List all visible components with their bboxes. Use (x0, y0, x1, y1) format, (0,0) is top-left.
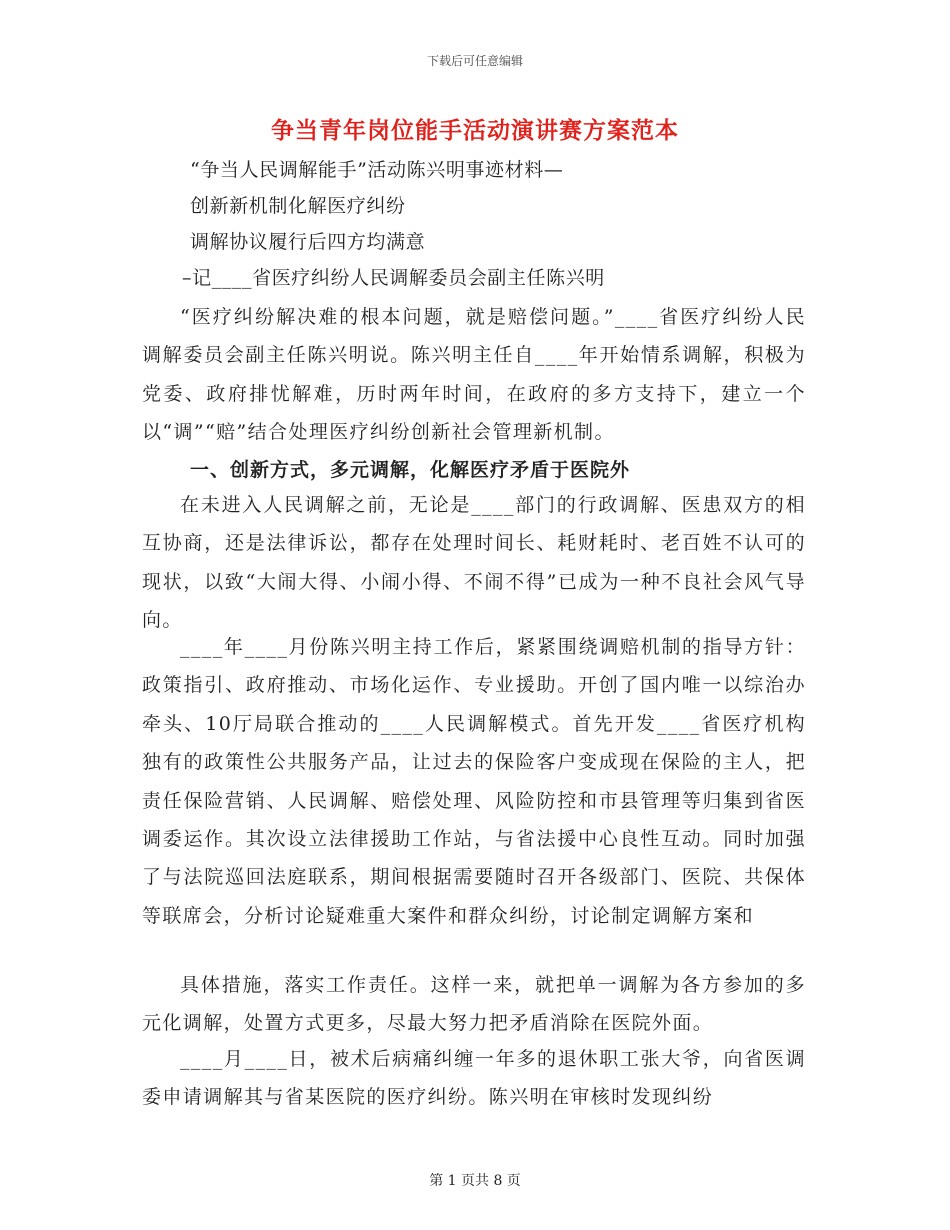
paragraph-3: ____年____月份陈兴明主持工作后，紧紧围绕调赔机制的指导方针：政策指引、政府推动、市场化运作、专业援助。开创了国内唯一以综治办牵头、10厅局联合推动的____人民调解模式。首先开发____省医疗机构独有的政策性公共服务产品，让过去的保险客户变成现在保险的主人，把责任保险营销、人民调解、赔偿处理、风险防控和市县管理等归集到省医调委运作。其次设立法律援助工作站，与省法援中心良性互动。同时加强了与法院巡回法庭联系，期间根据需要随时召开各级部门、医院、共保体等联席会，分析讨论疑难重大案件和群众纠纷，讨论制定调解方案和 (142, 636, 806, 927)
subtitle-line-2: 创新新机制化解医疗纠纷 (190, 195, 406, 217)
paragraph-2: 在未进入人民调解之前，无论是____部门的行政调解、医患双方的相互协商，还是法律诉讼，都存在处理时间长、耗财耗时、老百姓不认可的现状，以致“大闹大得、小闹小得、不闹不得”已成为一种不良社会风气导向。 (142, 494, 806, 632)
page-footer: 第 1 页共 8 页 (429, 1173, 521, 1189)
paragraph-4: 具体措施，落实工作责任。这样一来，就把单一调解为各方参加的多元化调解，处置方式更多，尽最大努力把矛盾消除在医院外面。 (142, 974, 806, 1035)
subtitle-line-3: 调解协议履行后四方均满意 (190, 231, 426, 253)
subtitle-line-1: “争当人民调解能手”活动陈兴明事迹材料— (190, 159, 564, 181)
page-header: 下载后可任意编辑 (426, 54, 523, 68)
subtitle-line-4: –记____省医疗纠纷人民调解委员会副主任陈兴明 (182, 267, 605, 289)
section-heading: 一、创新方式，多元调解，化解医疗矛盾于医院外 (190, 459, 631, 481)
paragraph-5: ____月____日，被术后病痛纠缠一年多的退休职工张大爷，向省医调委申请调解其与省某医院的医疗纠纷。陈兴明在审核时发现纠纷 (142, 1048, 806, 1109)
paragraph-1: “医疗纠纷解决难的根本问题，就是赔偿问题。”____省医疗纠纷人民调解委员会副主任陈兴明说。陈兴明主任自____年开始情系调解，积极为党委、政府排忧解难，历时两年时间，在政府的多方支持下，建立一个以“调”“赔”结合处理医疗纠纷创新社会管理新机制。 (142, 306, 806, 444)
document-title: 争当青年岗位能手活动演讲赛方案范本 (271, 117, 679, 144)
